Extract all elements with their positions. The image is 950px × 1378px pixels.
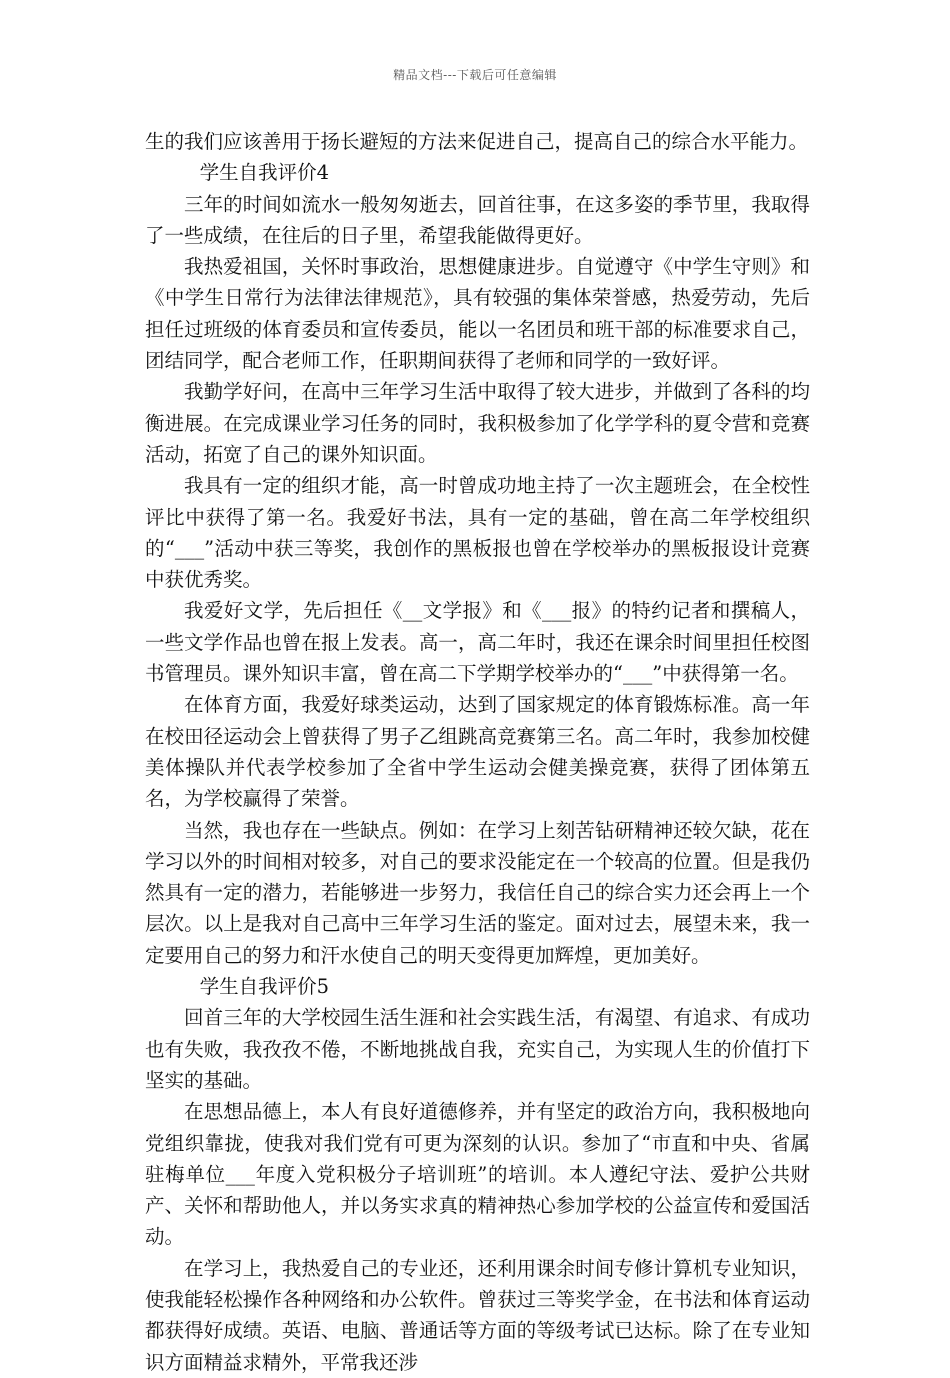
paragraph: 我热爱祖国，关怀时事政治，思想健康进步。自觉遵守《中学生守则》和《中学生日常行为法律法律规范》，具有较强的集体荣誉感，热爱劳动，先后担任过班级的体育委员和宣传委员，能以一名团员和班干部的标准要求自己，团结同学，配合老师工作，任职期间获得了老师和同学的一致好评。	[145, 255, 810, 373]
section-heading: 学生自我评价5	[199, 975, 330, 999]
paragraph: 在体育方面，我爱好球类运动，达到了国家规定的体育锻炼标准。高一年在校田径运动会上曾获得了男子乙组跳高竞赛第三名。高二年时，我参加校健美体操队并代表学校参加了全省中学生运动会健美操竞赛，获得了团体第五名，为学校赢得了荣誉。	[145, 693, 810, 811]
paragraph: 我爱好文学，先后担任《__文学报》和《___报》的特约记者和撰稿人，一些文学作品也曾在报上发表。高一，高二年时，我还在课余时间里担任校图书管理员。课外知识丰富，曾在高二下学期学校举办的“___”中获得第一名。	[145, 599, 810, 686]
paragraph: 生的我们应该善用于扬长避短的方法来促进自己，提高自己的综合水平能力。	[145, 130, 809, 153]
paragraph: 回首三年的大学校园生活生涯和社会实践生活，有渴望、有追求、有成功也有失败，我孜孜不倦，不断地挑战自我，充实自己，为实现人生的价值打下坚实的基础。	[145, 1006, 810, 1092]
paragraph: 我具有一定的组织才能，高一时曾成功地主持了一次主题班会，在全校性评比中获得了第一名。我爱好书法，具有一定的基础，曾在高二年学校组织的“___”活动中获三等奖，我创作的黑板报也曾在学校举办的黑板报设计竞赛中获优秀奖。	[145, 474, 810, 592]
paragraph: 在学习上，我热爱自己的专业还，还利用课余时间专修计算机专业知识，使我能轻松操作各种网络和办公软件。曾获过三等奖学金，在书法和体育运动都获得好成绩。英语、电脑、普通话等方面的等级考试已达标。除了在专业知识方面精益求精外，平常我还涉	[145, 1256, 810, 1374]
paragraph: 三年的时间如流水一般匆匆逝去，回首往事，在这多姿的季节里，我取得了一些成绩，在往后的日子里，希望我能做得更好。	[145, 192, 810, 247]
paragraph: 在思想品德上，本人有良好道德修养，并有坚定的政治方向，我积极地向党组织靠拢，使我对我们党有可更为深刻的认识。参加了“市直和中央、省属驻梅单位___年度入党积极分子培训班”的培训。本人遵纪守法、爱护公共财产、关怀和帮助他人，并以务实求真的精神热心参加学校的公益宣传和爱国活动。	[145, 1100, 810, 1249]
section-heading: 学生自我评价4	[199, 161, 330, 185]
page-header: 精品文档---下载后可任意编辑	[393, 68, 557, 82]
paragraph: 我勤学好问，在高中三年学习生活中取得了较大进步，并做到了各科的均衡进展。在完成课业学习任务的同时，我积极参加了化学学科的夏令营和竞赛活动，拓宽了自己的课外知识面。	[145, 380, 810, 466]
paragraph: 当然，我也存在一些缺点。例如：在学习上刻苦钻研精神还较欠缺，花在学习以外的时间相对较多，对自己的要求没能定在一个较高的位置。但是我仍然具有一定的潜力，若能够进一步努力，我信任自己的综合实力还会再上一个层次。以上是我对自己高中三年学习生活的鉴定。面对过去，展望未来，我一定要用自己的努力和汗水使自己的明天变得更加辉煌，更加美好。	[145, 818, 810, 967]
document-body	[145, 126, 810, 1378]
